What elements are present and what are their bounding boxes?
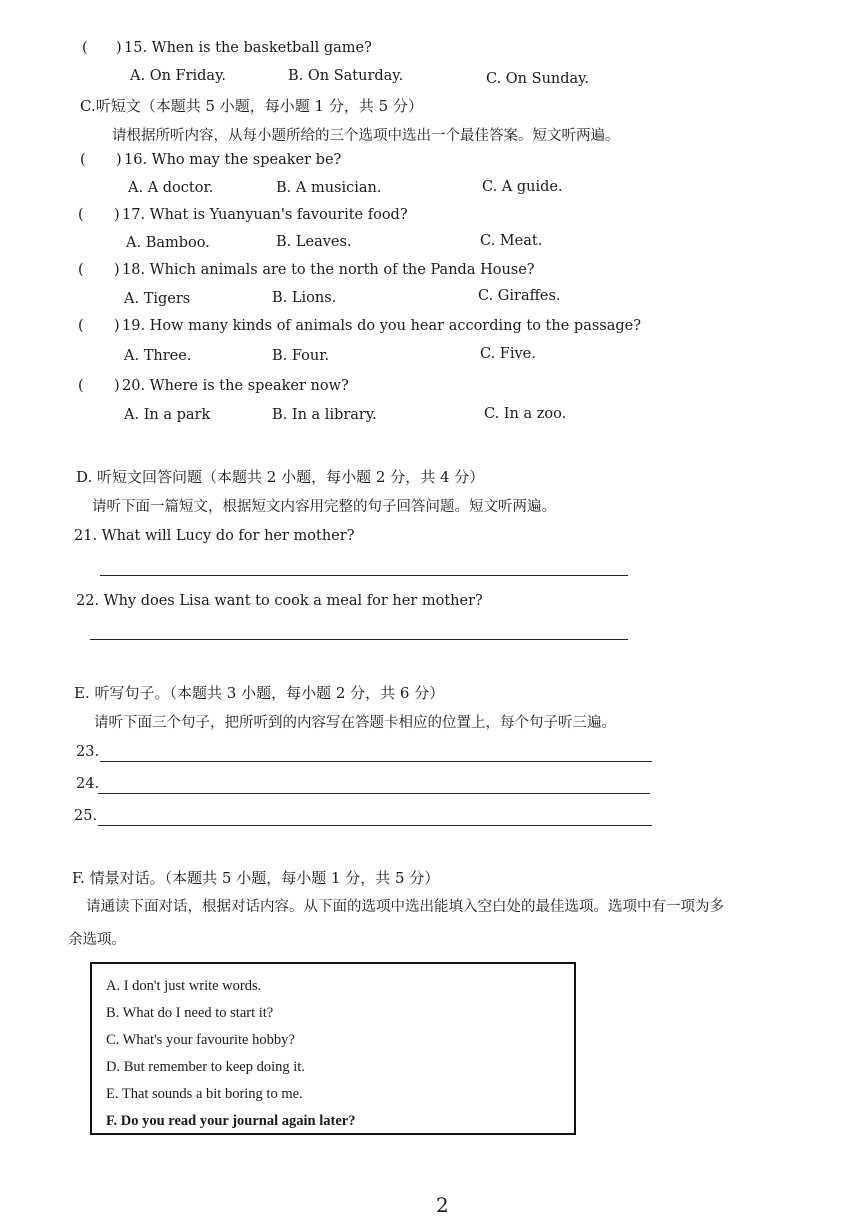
answer-line-21[interactable] (100, 575, 628, 576)
q20-option-c: C. In a zoo. (484, 406, 567, 422)
section-d-title: D. 听短文回答问题（本题共 2 小题，每小题 2 分，共 4 分） (76, 468, 485, 486)
question-21: 21. What will Lucy do for her mother? (74, 528, 355, 544)
section-f-instructions-1: 请通读下面对话，根据对话内容。从下面的选项中选出能填入空白处的最佳选项。选项中有一项为多 (86, 899, 724, 915)
section-c-title: C.听短文（本题共 5 小题，每小题 1 分，共 5 分） (80, 97, 423, 115)
question-20-stem: 20. Where is the speaker now? (122, 378, 349, 394)
q18-option-a: A. Tigers (124, 291, 191, 307)
q19-option-b: B. Four. (272, 348, 330, 364)
dictation-label-24: 24. (76, 776, 100, 792)
answer-paren-18: ( (78, 262, 84, 278)
section-f-title: F. 情景对话。（本题共 5 小题，每小题 1 分，共 5 分） (72, 869, 440, 887)
section-f-instructions-2: 余选项。 (68, 932, 126, 948)
q15-option-c: C. On Sunday. (486, 71, 590, 87)
answer-paren-close-20: ) (114, 378, 120, 394)
section-e-title: E. 听写句子。（本题共 3 小题，每小题 2 分，共 6 分） (74, 684, 445, 702)
option-a: A. I don't just write words. (106, 978, 262, 994)
answer-paren-19: ( (78, 318, 84, 334)
q20-option-b: B. In a library. (272, 407, 377, 423)
q16-option-a: A. A doctor. (128, 180, 214, 196)
question-22: 22. Why does Lisa want to cook a meal for her mother? (76, 593, 483, 609)
q19-option-a: A. Three. (124, 348, 192, 364)
answer-paren-17: ( (78, 207, 84, 223)
answer-paren-close-16: ) (116, 152, 122, 168)
q18-option-b: B. Lions. (272, 290, 337, 306)
dictation-line-24[interactable] (98, 793, 650, 794)
q17-option-c: C. Meat. (480, 233, 543, 249)
question-19-stem: 19. How many kinds of animals do you hear according to the passage? (122, 318, 642, 334)
q16-option-c: C. A guide. (482, 179, 563, 195)
section-d-instructions: 请听下面一篇短文，根据短文内容用完整的句子回答问题。短文听两遍。 (92, 499, 556, 515)
answer-paren-16: ( (80, 152, 86, 168)
option-e: E. That sounds a bit boring to me. (106, 1086, 303, 1102)
dictation-line-23[interactable] (100, 761, 652, 762)
answer-paren-close-15: ) (116, 40, 122, 56)
dictation-label-25: 25. (74, 808, 98, 824)
q19-option-c: C. Five. (480, 346, 536, 362)
q20-option-a: A. In a park (124, 407, 211, 423)
dictation-line-25[interactable] (98, 825, 652, 826)
q15-option-a: A. On Friday. (130, 68, 226, 84)
q17-option-a: A. Bamboo. (126, 235, 210, 251)
option-c: C. What's your favourite hobby? (106, 1032, 295, 1048)
section-e-instructions: 请听下面三个句子，把所听到的内容写在答题卡相应的位置上，每个句子听三遍。 (94, 715, 616, 731)
answer-paren-15: ( (82, 40, 88, 56)
question-18-stem: 18. Which animals are to the north of the Panda House? (122, 262, 535, 278)
q18-option-c: C. Giraffes. (478, 288, 561, 304)
option-b: B. What do I need to start it? (106, 1005, 274, 1021)
section-c-instructions: 请根据所听内容，从每小题所给的三个选项中选出一个最佳答案。短文听两遍。 (112, 128, 620, 144)
page-number: 2 (436, 1193, 449, 1217)
option-f: F. Do you read your journal again later? (106, 1113, 356, 1129)
q15-option-b: B. On Saturday. (288, 68, 404, 84)
answer-line-22[interactable] (90, 639, 628, 640)
answer-paren-close-17: ) (114, 207, 120, 223)
q16-option-b: B. A musician. (276, 180, 382, 196)
q17-option-b: B. Leaves. (276, 234, 352, 250)
dictation-label-23: 23. (76, 744, 100, 760)
answer-paren-close-19: ) (114, 318, 120, 334)
option-d: D. But remember to keep doing it. (106, 1059, 305, 1075)
answer-paren-20: ( (78, 378, 84, 394)
question-16-stem: 16. Who may the speaker be? (124, 152, 342, 168)
question-15-stem: 15. When is the basketball game? (124, 40, 372, 56)
options-box (90, 962, 576, 1135)
answer-paren-close-18: ) (114, 262, 120, 278)
question-17-stem: 17. What is Yuanyuan's favourite food? (122, 207, 408, 223)
